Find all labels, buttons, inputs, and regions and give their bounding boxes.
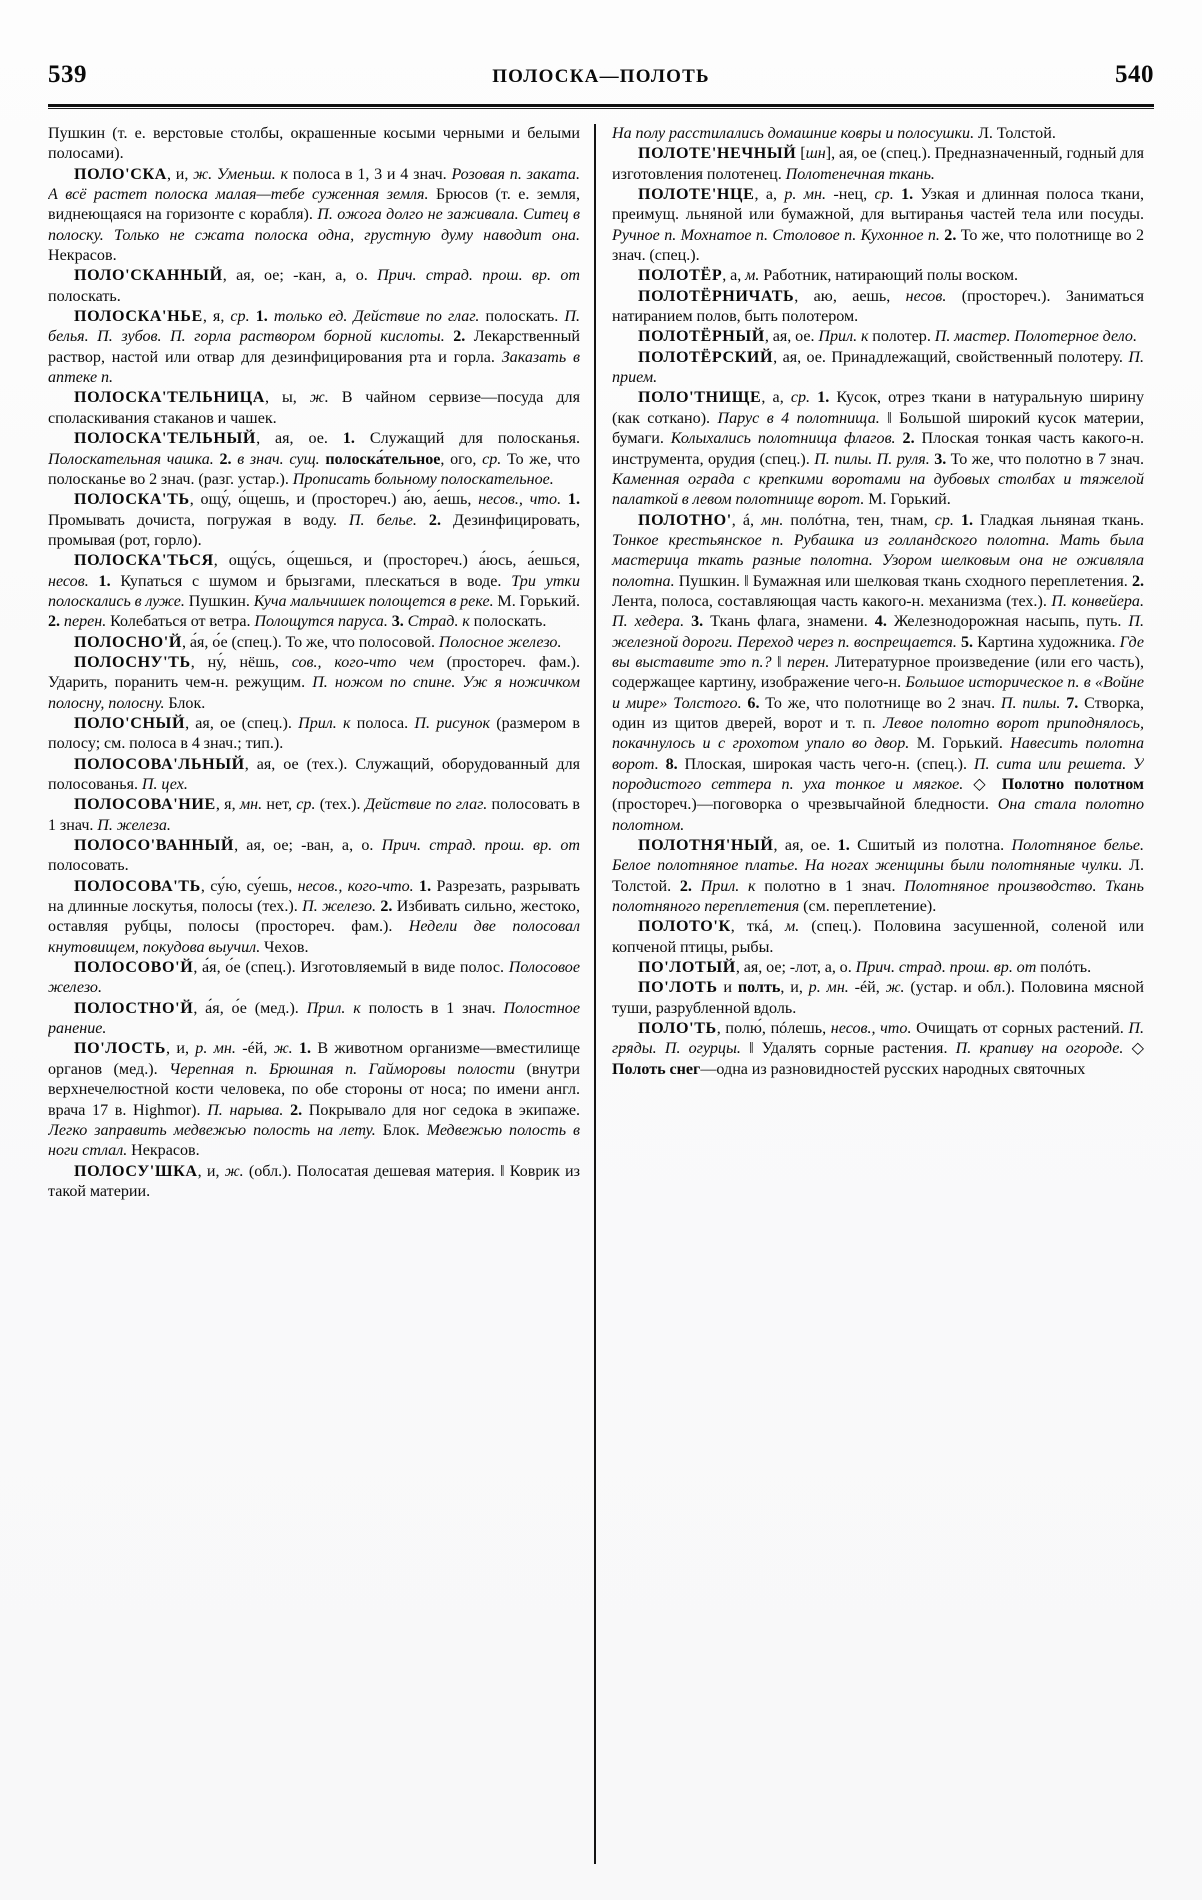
dictionary-entry: ПОЛОСКА'НЬЕ, я, ср. 1. только ед. Действие по глаг. полоскать. П. белья. П. зубов. П. горла раствором борной кислоты. 2. Лекарственный раствор, настой или отвар для дезинфицирования рта и горла. Заказать в аптеке п. (48, 308, 580, 387)
dictionary-entry: ПОЛОТЁР, а, м. Работник, натирающий полы воском. (638, 267, 1019, 285)
dictionary-entry: ПОЛОТНО', á, мн. полóтна, тен, тнам, ср. 1. Гладкая льняная ткань. Тонкое крестьянское п. Рубашка из голландского полотна. Мать была мастерица ткать разные полотна. Узором шелковым она не оживляла полотна. Пушкин. ‖ Бумажная или шелковая ткань сходного переплетения. 2. Лента, полоса, составляющая часть какого-н. механизма (тех.). П. конвейера. П. хедера. 3. Ткань флага, знамени. 4. Железнодорожная насыпь, путь. П. железной дороги. Переход через п. воспрещается. 5. Картина художника. Где вы выставите это п.? ‖ перен. Литературное произведение (или его часть), содержащее картину, изображение чего-н. Большое историческое п. в «Войне и мире» Толстого. 6. То же, что полотнище во 2 знач. П. пилы. 7. Створка, один из щитов дверей, ворот и т. п. Левое полотно ворот приподнялось, покачнулось и с грохотом упало во двор. М. Горький. Навесить полотна ворот. 8. Плоская, широкая часть чего-н. (спец.). П. сита или решета. У породистого сеттера п. уха тонкое и мягкое. ◇ Полотно полотном (простореч.)—поговорка о чрезвычайной бледности. Она стала полотно полотном. (612, 511, 1144, 834)
dictionary-entry: ПОЛОСОВА'ТЬ, су́ю, су́ешь, несов., кого-что. 1. Разрезать, разрывать на длинные лоскутья, полосы (тех.). П. железо. 2. Избивать сильно, жестоко, оставляя рубцы, полосы (простореч. фам.). Недели две полосовал кнутовищем, покудова выучил. Чехов. (48, 877, 581, 956)
dictionary-entry: ПОЛОТЕ'НЕЧНЫЙ [шн], ая, ое (спец.). Предназначенный, годный для изготовления полотенец. Полотенечная ткань. (612, 145, 1144, 183)
dictionary-entry: ПОЛОСОВА'ЛЬНЫЙ, ая, ое (тех.). Служащий, оборудованный для полосованья. П. цех. (48, 755, 580, 793)
dictionary-entry: ПОЛОСКА'ТЕЛЬНЫЙ, ая, ое. 1. Служащий для полосканья. Полоскательная чашка. 2. в знач. сущ. полоска́тельное, ого, ср. То же, что полосканье во 2 знач. (разг. устар.). Прописать больному полоскательное. (48, 430, 581, 488)
dictionary-entry: ПОЛОСКА'ТЬ, ощу́, о́щешь, и (простореч.) а́ю, а́ешь, несов., что. 1. Промывать дочиста, погружая в воду. П. белье. 2. Дезинфицировать, промывая (рот, горло). (48, 491, 580, 549)
dictionary-entry: ПОЛОСКА'ТЕЛЬНИЦА, ы, ж. В чайном сервизе—посуда для споласкивания стаканов и чашек. (48, 389, 580, 427)
dictionary-entry: ПОЛОТЁРНИЧАТЬ, аю, аешь, несов. (простореч.). Заниматься натиранием полов, быть полотером. (612, 287, 1144, 326)
dictionary-entry: ПОЛО'ТЬ, полю́, пóлешь, несов., что. Очищать от сорных растений. П. гряды. П. огурцы. ‖ Удалять сорные растения. П. крапиву на огороде. ◇ Полоть снег—одна из разновидностей русских народных святочных (612, 1020, 1144, 1078)
dictionary-entry: ПОЛОСНО'Й, а́я, о́е (спец.). То же, что полосовой. Полосное железо. (74, 633, 562, 651)
dictionary-entry: ПОЛОТО'К, ткá, м. (спец.). Половина засушенной, соленой или копченой птицы, рыбы. (612, 918, 1144, 956)
dictionary-entry: ПОЛОТЁРНЫЙ, ая, ое. Прил. к полотер. П. мастер. Полотерное дело. (638, 328, 1137, 346)
entry-continuation: Пушкин (т. е. верстовые столбы, окрашенные косыми черными и белыми полосами). (48, 125, 580, 163)
dictionary-entry: ПОЛО'СНЫЙ, ая, ое (спец.). Прил. к полоса. П. рисунок (размером в полосу; см. полоса в 4 знач.; тип.). (48, 714, 580, 753)
dictionary-entry: ПОЛОТЁРСКИЙ, ая, ое. Принадлежащий, свойственный полотеру. П. прием. (612, 348, 1144, 387)
dictionary-entry: ПОЛОСНУ'ТЬ, ну́, нёшь, сов., кого-что чем (простореч. фам.). Ударить, поранить чем-н. режущим. П. ножом по спине. Уж я ножичком полосну, полосну. Блок. (48, 653, 580, 712)
dictionary-entry: ПОЛОСУ'ШКА, и, ж. (обл.). Полосатая дешевая материя. ‖ Коврик из такой материи. (48, 1162, 580, 1200)
dictionary-entry: ПОЛОСОВА'НИЕ, я, мн. нет, ср. (тех.). Действие по глаг. полосовать в 1 знач. П. железа. (48, 796, 580, 834)
folio-left: 539 (48, 61, 87, 88)
column-left (48, 124, 596, 1864)
dictionary-entry: ПОЛО'ТНИЩЕ, а, ср. 1. Кусок, отрез ткани в натуральную ширину (как соткано). Парус в 4 полотнища. ‖ Большой широкий кусок материи, бумаги. Колыхались полотнища флагов. 2. Плоская тонкая часть какого-н. инструмента, орудия (спец.). П. пилы. П. руля. 3. То же, что полотно в 7 знач. Каменная ограда с крепкими воротами на дубовых столбах и тяжелой палаткой в левом полотнище ворот. М. Горький. (612, 389, 1144, 509)
running-head (48, 62, 1154, 96)
dictionary-entry: ПО'ЛОТЫЙ, ая, ое; -лот, а, о. Прич. страд. прош. вр. от полóть. (638, 959, 1092, 977)
dictionary-entry: ПОЛОТЕ'НЦЕ, а, р. мн. -нец, ср. 1. Узкая и длинная полоса ткани, преимущ. льняной или бумажной, для вытиранья частей тела или посуды. Ручное п. Мохнатое п. Столовое п. Кухонное п. 2. То же, что полотнище во 2 знач. (спец.). (612, 186, 1144, 265)
dictionary-entry: ПОЛОТНЯ'НЫЙ, ая, ое. 1. Сшитый из полотна. Полотняное белье. Белое полотняное платье. На ногах женщины были полотняные чулки. Л. Толстой. 2. Прил. к полотно в 1 знач. Полотняное производство. Ткань полотняного переплетения (см. переплетение). (612, 837, 1144, 916)
dictionary-entry: ПОЛО'СКА, и, ж. Уменьш. к полоса в 1, 3 и 4 знач. Розовая п. заката. А всё растет полоска малая—тебе суженная земля. Брюсов (т. е. земля, виднеющаяся на горизонте с корабля). П. ожога долго не заживала. Ситец в полоску. Только не сжата полоска одна, грустную думу наводит она. Некрасов. (48, 165, 581, 265)
running-head-title: ПОЛОСКА—ПОЛОТЬ (492, 66, 710, 87)
column-right (596, 124, 1144, 1864)
dictionary-entry: ПОЛОСТНО'Й, а́я, о́е (мед.). Прил. к полость в 1 знач. Полостное ранение. (48, 999, 581, 1038)
header-rule-thick (48, 104, 1154, 107)
dictionary-entry: ПОЛОСКА'ТЬСЯ, ощу́сь, о́щешься, и (простореч.) а́юсь, а́ешься, несов. 1. Купаться с шумом и брызгами, плескаться в воде. Три утки полоскались в луже. Пушкин. Куча мальчишек полощется в реке. М. Горький. 2. перен. Колебаться от ветра. Полощутся паруса. 3. Страд. к полоскать. (48, 552, 580, 631)
header-rule (48, 104, 1154, 109)
header-rule-thin (48, 108, 1154, 109)
entry-continuation: На полу расстилались домашние ковры и полосушки. Л. Толстой. (612, 125, 1056, 142)
folio-right: 540 (1115, 61, 1154, 88)
dictionary-entry: ПОЛОСО'ВАННЫЙ, ая, ое; -ван, а, о. Прич. страд. прош. вр. от полосовать. (48, 837, 580, 875)
text-columns (48, 124, 1154, 1864)
dictionary-entry: ПОЛОСОВО'Й, а́я, о́е (спец.). Изготовляемый в виде полос. Полосовое железо. (48, 959, 580, 997)
dictionary-entry: ПО'ЛОТЬ и полть, и, р. мн. -éй, ж. (устар. и обл.). Половина мясной туши, разрубленной вдоль. (612, 979, 1144, 1017)
dictionary-entry: ПОЛО'СКАННЫЙ, ая, ое; -кан, а, о. Прич. страд. прош. вр. от полоскать. (48, 267, 580, 305)
dictionary-entry: ПО'ЛОСТЬ, и, р. мн. -éй, ж. 1. В животном организме—вместилище органов (мед.). Черепная п. Брюшная п. Гайморовы полости (внутри верхнечелюстной кости человека, по обе стороны от носа; по имени англ. врача 17 в. Highmor). П. нарыва. 2. Покрывало для ног седока в экипаже. Легко заправить медвежью полость на лету. Блок. Медвежью полость в ноги стлал. Некрасов. (48, 1040, 581, 1160)
